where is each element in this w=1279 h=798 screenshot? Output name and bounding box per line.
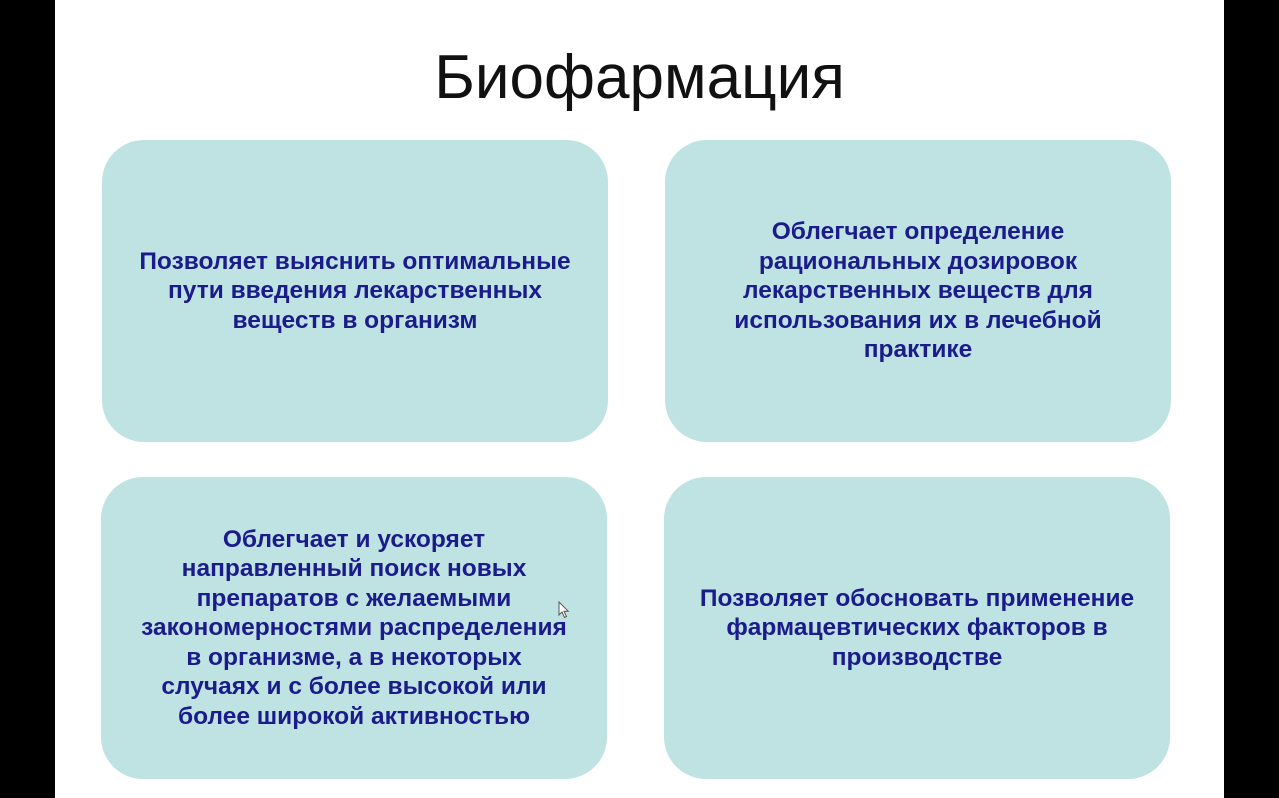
info-card-dosage — [665, 140, 1171, 442]
mouse-pointer-icon — [558, 601, 570, 619]
slide-title: Биофармация — [434, 43, 845, 112]
info-card-drug-search — [101, 477, 607, 779]
info-card-production — [664, 477, 1170, 779]
info-card-routes — [102, 140, 608, 442]
info-card-text: Облегчает и ускоряет направленный поиск новых препаратов с желаемыми закономерностями распределения в организме, а в некоторых случаях и с более высокой или более широкой активностью — [141, 525, 567, 730]
slide — [55, 0, 1224, 798]
info-card-text: Облегчает определение рациональных дозировок лекарственных веществ для использования их в лечебной практике — [734, 218, 1102, 364]
info-card-text: Позволяет обосновать применение фармацевтических факторов в производстве — [699, 584, 1135, 671]
info-card-text: Позволяет выяснить оптимальные пути введения лекарственных веществ в организм — [139, 247, 571, 334]
